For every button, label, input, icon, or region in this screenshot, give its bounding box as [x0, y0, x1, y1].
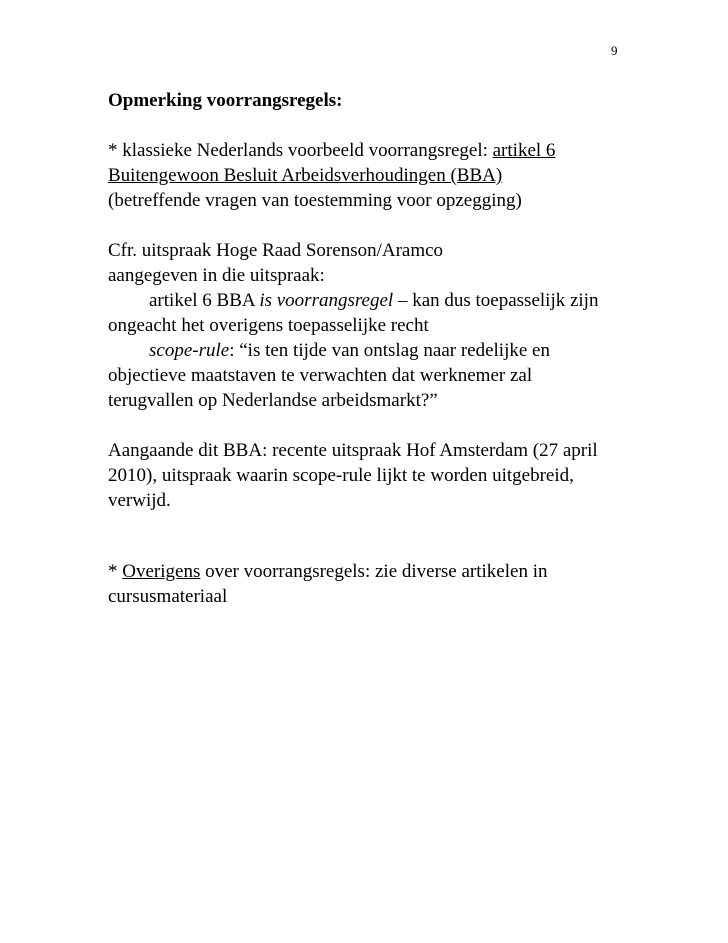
text-line [108, 559, 668, 584]
text-segment: * klassieke Nederlands voorbeeld voorrangsregel: [108, 140, 493, 161]
page-number: 9 [611, 43, 618, 58]
section-heading: Opmerking voorrangsregels: [108, 90, 343, 111]
text-line: terugvallen op Nederlandse arbeidsmarkt?” [108, 390, 438, 411]
text-line: cursusmateriaal [108, 586, 228, 607]
reference-link-bba[interactable]: Buitengewoon Besluit Arbeidsverhoudingen (BBA) [108, 165, 503, 186]
text-segment: : “is ten tijde van ontslag naar redelijke en [229, 340, 550, 361]
paragraph-overigens [108, 559, 668, 609]
text-line: objectieve maatstaven te verwachten dat werknemer zal [108, 365, 533, 386]
text-line [108, 163, 668, 188]
italic-term: scope-rule [149, 340, 230, 361]
text-line: Cfr. uitspraak Hoge Raad Sorenson/Aramco [108, 240, 444, 261]
text-segment: over voorrangsregels: zie diverse artikelen in [200, 561, 548, 582]
text-line: (betreffende vragen van toestemming voor opzegging) [108, 190, 522, 211]
reference-link-overigens[interactable]: Overigens [122, 561, 201, 582]
text-line: Aangaande dit BBA: recente uitspraak Hof Amsterdam (27 april [108, 440, 598, 461]
text-line: verwijd. [108, 490, 171, 511]
text-line [108, 338, 668, 363]
spacer [108, 113, 668, 138]
paragraph-classic-example [108, 138, 668, 213]
paragraph-hoge-raad [108, 238, 668, 413]
text-segment: * [108, 561, 123, 582]
paragraph-hof-amsterdam [108, 438, 668, 513]
spacer [108, 413, 668, 438]
text-segment: – kan dus toepasselijk zijn [393, 290, 599, 311]
text-line [108, 138, 668, 163]
text-line: aangegeven in die uitspraak: [108, 265, 325, 286]
reference-link-artikel-6[interactable]: artikel 6 [492, 140, 556, 161]
spacer [108, 213, 668, 238]
text-line: 2010), uitspraak waarin scope-rule lijkt te worden uitgebreid, [108, 465, 574, 486]
page-content [108, 88, 668, 609]
text-segment: artikel 6 BBA [149, 290, 260, 311]
text-line [108, 288, 668, 313]
italic-term: is voorrangsregel [259, 290, 394, 311]
text-line: ongeacht het overigens toepasselijke recht [108, 315, 429, 336]
spacer [108, 513, 668, 559]
